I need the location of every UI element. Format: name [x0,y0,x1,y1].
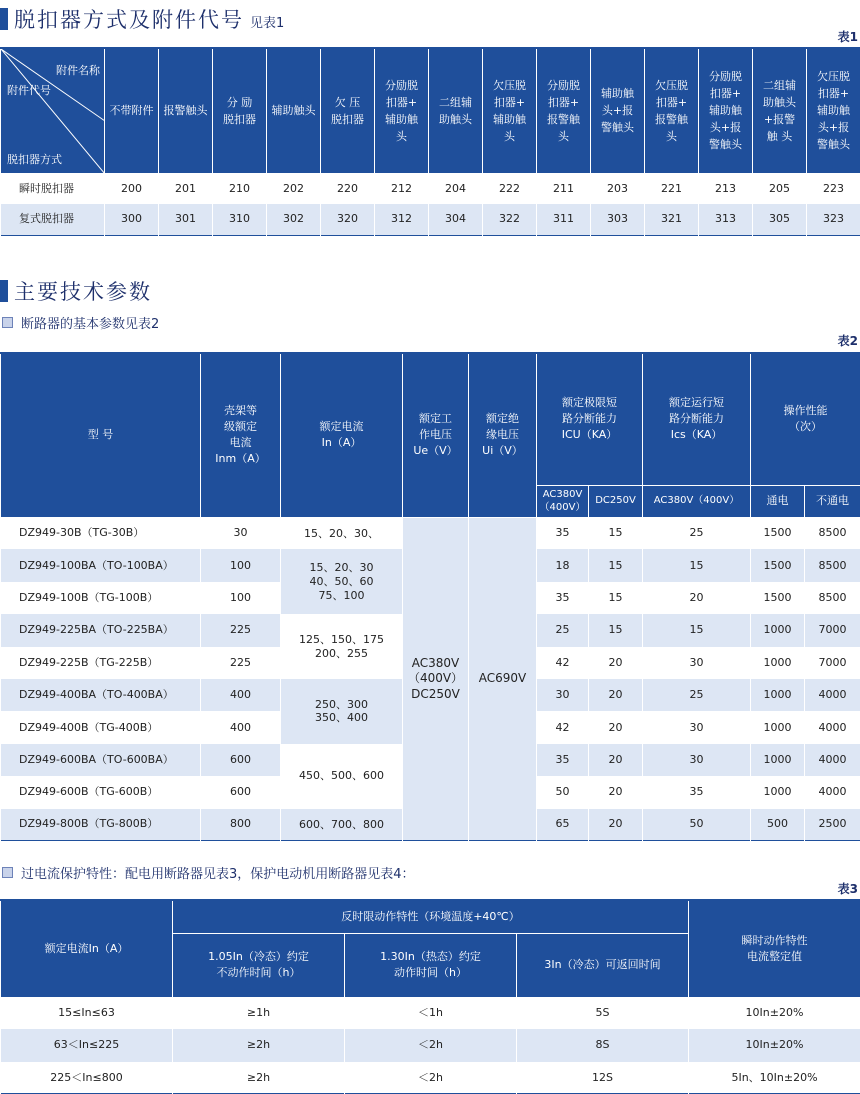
icu-header: 额定极限短 路分断能力 ICU（KA） [537,353,643,485]
model-cell: DZ949-100B（TG-100B） [1,582,201,614]
code-cell: 312 [375,204,429,235]
inverse-time-header: 反时限动作特性（环境温度+40℃） [173,900,689,933]
title-bar [0,8,8,30]
on-cell: 1500 [751,582,805,614]
code-cell: 222 [483,173,537,204]
table-row [1,204,860,235]
ics-header: 额定运行短 路分断能力 Ics（KA） [643,353,751,485]
table-row [1,517,860,549]
table1-col-header: 报警触头 [159,48,213,173]
table1-col-header: 分励脱 扣器+ 报警触 头 [537,48,591,173]
icu-dc-cell: 15 [589,614,643,646]
off-cell: 4000 [805,679,860,711]
rated-current-cell: 15、20、30、 [281,517,403,549]
ics-cell: 35 [643,776,751,808]
c2-cell: ＜2h [345,1029,517,1061]
current-header: 额定电流 In（A） [281,353,403,517]
model-cell: DZ949-30B（TG-30B） [1,517,201,549]
table1-col-header: 欠压脱 扣器+ 辅助触 头+报 警触头 [807,48,860,173]
ue-cell: AC380V （400V） DC250V [403,517,469,841]
code-cell: 302 [267,204,321,235]
icu-ac-header: AC380V （400V） [537,485,589,517]
code-cell: 301 [159,204,213,235]
section1-note: 见表1 [250,15,285,31]
inst-cell: 10In±20% [689,1029,860,1061]
frame-current-cell: 100 [201,549,281,581]
table1-col-header: 欠压脱 扣器+ 辅助触 头 [483,48,537,173]
section2-heading: 主要技术参数 [14,280,152,304]
return-time-header: 3In（冷态）可返回时间 [517,933,689,997]
code-cell: 210 [213,173,267,204]
icu-ac-cell: 50 [537,776,589,808]
corner-bottom-label: 脱扣器方式 [7,153,62,166]
rated-current-cell: 125、150、175 200、255 [281,614,403,679]
code-cell: 305 [753,204,807,235]
icu-dc-cell: 20 [589,679,643,711]
table-row [1,1029,860,1061]
table1-col-header: 二组辅 助触头 [429,48,483,173]
off-cell: 4000 [805,776,860,808]
icu-ac-cell: 30 [537,679,589,711]
off-cell: 2500 [805,809,860,841]
table1-col-header: 分 励 脱扣器 [213,48,267,173]
code-cell: 321 [645,204,699,235]
frame-current-cell: 225 [201,647,281,679]
ui-header: 额定绝 缘电压 Ui（V） [469,353,537,517]
table1-col-header: 二组辅 助触头 +报警 触 头 [753,48,807,173]
range-cell: 63＜In≤225 [1,1029,173,1061]
code-cell: 212 [375,173,429,204]
c3-cell: 12S [517,1062,689,1094]
c2-cell: ＜2h [345,1062,517,1094]
inst-cell: 5In、10In±20% [689,1062,860,1094]
on-cell: 1000 [751,776,805,808]
off-cell: 7000 [805,614,860,646]
rated-current-cell: 250、300 350、400 [281,679,403,744]
code-cell: 220 [321,173,375,204]
section2-title [0,276,152,306]
model-cell: DZ949-800B（TG-800B） [1,809,201,841]
icu-ac-cell: 25 [537,614,589,646]
icu-ac-cell: 42 [537,647,589,679]
off-cell: 8500 [805,549,860,581]
off-cell: 8500 [805,582,860,614]
frame-current-cell: 600 [201,744,281,776]
table1-label: 表1 [837,30,858,44]
code-cell: 211 [537,173,591,204]
icu-dc-cell: 20 [589,711,643,743]
ics-cell: 30 [643,744,751,776]
section1-title [0,4,284,34]
frame-current-cell: 400 [201,679,281,711]
c1-cell: ≥1h [173,997,345,1029]
ops-on-header: 通电 [751,485,805,517]
release-type-cell: 复式脱扣器 [1,204,105,235]
ics-ac-header: AC380V（400V） [643,485,751,517]
frame-current-cell: 100 [201,582,281,614]
on-cell: 1500 [751,549,805,581]
table2-label: 表2 [837,334,858,348]
on-cell: 1000 [751,744,805,776]
section2-subhead [0,313,159,332]
square-bullet-icon [2,867,13,878]
code-cell: 313 [699,204,753,235]
rated-current-cell: 450、500、600 [281,744,403,809]
code-cell: 303 [591,204,645,235]
on-cell: 1000 [751,711,805,743]
ics-cell: 50 [643,809,751,841]
frame-current-cell: 30 [201,517,281,549]
code-cell: 323 [807,204,860,235]
on-cell: 500 [751,809,805,841]
section2-note: 断路器的基本参数见表2 [21,317,160,332]
code-cell: 310 [213,204,267,235]
icu-dc-cell: 20 [589,809,643,841]
table1-col-header: 辅助触 头+报 警触头 [591,48,645,173]
code-cell: 304 [429,204,483,235]
code-cell: 311 [537,204,591,235]
section3-subhead [0,863,415,882]
code-cell: 204 [429,173,483,204]
code-cell: 322 [483,204,537,235]
code-cell: 221 [645,173,699,204]
icu-dc-cell: 20 [589,744,643,776]
icu-dc-cell: 15 [589,549,643,581]
icu-ac-cell: 35 [537,582,589,614]
table1-corner-cell [1,48,105,173]
ics-cell: 30 [643,647,751,679]
icu-dc-cell: 20 [589,647,643,679]
code-cell: 203 [591,173,645,204]
model-cell: DZ949-400B（TG-400B） [1,711,201,743]
ops-header: 操作性能 （次） [751,353,860,485]
icu-dc-cell: 15 [589,582,643,614]
on-cell: 1500 [751,517,805,549]
ics-cell: 15 [643,614,751,646]
ui-cell: AC690V [469,517,537,841]
rated-current-cell: 600、700、800 [281,809,403,841]
table3-label: 表3 [837,882,858,896]
code-cell: 200 [105,173,159,204]
off-cell: 4000 [805,744,860,776]
table-row [1,997,860,1029]
table1 [0,47,860,236]
code-cell: 201 [159,173,213,204]
table2 [0,352,860,841]
frame-header: 壳架等 级额定 电流 Inm（A） [201,353,281,517]
off-cell: 8500 [805,517,860,549]
table1-col-header: 欠压脱 扣器+ 报警触 头 [645,48,699,173]
corner-top-label: 附件名称 [56,64,100,77]
hot-trip-header: 1.30In（热态）约定 动作时间（h） [345,933,517,997]
ops-off-header: 不通电 [805,485,860,517]
icu-ac-cell: 18 [537,549,589,581]
c2-cell: ＜1h [345,997,517,1029]
code-cell: 202 [267,173,321,204]
on-cell: 1000 [751,647,805,679]
icu-dc-header: DC250V [589,485,643,517]
rated-current-header: 额定电流In（A） [1,900,173,997]
release-type-cell: 瞬时脱扣器 [1,173,105,204]
ue-header: 额定工 作电压 Ue（V） [403,353,469,517]
ics-cell: 15 [643,549,751,581]
c1-cell: ≥2h [173,1029,345,1061]
model-header: 型 号 [1,353,201,517]
table3 [0,899,860,1094]
on-cell: 1000 [751,614,805,646]
table1-col-header: 辅助触头 [267,48,321,173]
ics-cell: 30 [643,711,751,743]
c3-cell: 8S [517,1029,689,1061]
icu-ac-cell: 42 [537,711,589,743]
on-cell: 1000 [751,679,805,711]
section1-heading: 脱扣器方式及附件代号 [14,8,244,32]
table1-col-header: 分励脱 扣器+ 辅助触 头+报 警触头 [699,48,753,173]
frame-current-cell: 400 [201,711,281,743]
model-cell: DZ949-100BA（TO-100BA） [1,549,201,581]
c1-cell: ≥2h [173,1062,345,1094]
icu-dc-cell: 15 [589,517,643,549]
frame-current-cell: 225 [201,614,281,646]
icu-ac-cell: 65 [537,809,589,841]
model-cell: DZ949-225BA（TO-225BA） [1,614,201,646]
range-cell: 15≤In≤63 [1,997,173,1029]
table1-col-header: 分励脱 扣器+ 辅助触 头 [375,48,429,173]
cold-nontrip-header: 1.05In（冷态）约定 不动作时间（h） [173,933,345,997]
section3-note: 过电流保护特性：配电用断路器见表3，保护电动机用断路器见表4： [21,867,415,882]
icu-ac-cell: 35 [537,517,589,549]
model-cell: DZ949-400BA（TO-400BA） [1,679,201,711]
inst-cell: 10In±20% [689,997,860,1029]
code-cell: 213 [699,173,753,204]
frame-current-cell: 600 [201,776,281,808]
model-cell: DZ949-225B（TG-225B） [1,647,201,679]
off-cell: 7000 [805,647,860,679]
ics-cell: 20 [643,582,751,614]
code-cell: 300 [105,204,159,235]
instant-header: 瞬时动作特性 电流整定值 [689,900,860,997]
model-cell: DZ949-600B（TG-600B） [1,776,201,808]
table-row [1,1062,860,1094]
square-bullet-icon [2,317,13,328]
title-bar [0,280,8,302]
rated-current-cell: 15、20、30 40、50、60 75、100 [281,549,403,614]
table1-col-header: 欠 压 脱扣器 [321,48,375,173]
off-cell: 4000 [805,711,860,743]
code-cell: 223 [807,173,860,204]
corner-mid-label: 附件代号 [7,84,51,97]
code-cell: 320 [321,204,375,235]
code-cell: 205 [753,173,807,204]
model-cell: DZ949-600BA（TO-600BA） [1,744,201,776]
icu-dc-cell: 20 [589,776,643,808]
ics-cell: 25 [643,679,751,711]
table-row [1,173,860,204]
range-cell: 225＜In≤800 [1,1062,173,1094]
ics-cell: 25 [643,517,751,549]
frame-current-cell: 800 [201,809,281,841]
icu-ac-cell: 35 [537,744,589,776]
table1-col-header: 不带附件 [105,48,159,173]
c3-cell: 5S [517,997,689,1029]
